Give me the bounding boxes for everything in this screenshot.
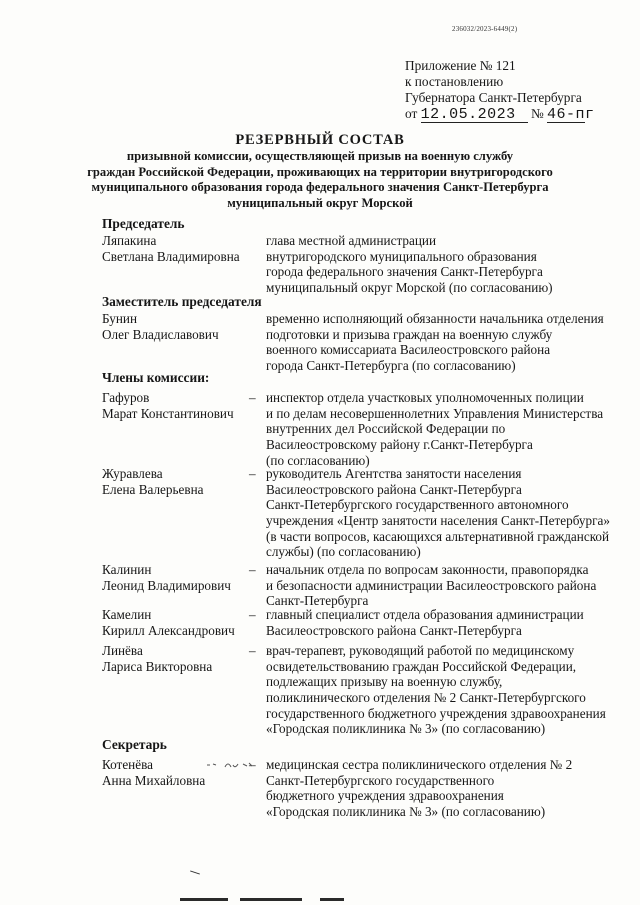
appendix-number: Приложение № 121 (405, 58, 516, 73)
dash-separator: – (249, 757, 256, 772)
scan-mark (190, 870, 200, 874)
dash-separator: – (249, 466, 256, 481)
heading-line: муниципального образования города федерального значения Санкт-Петербурга (91, 180, 549, 195)
document-id: 236032/2023-6449(2) (452, 25, 518, 33)
section-members: Члены комиссии: (102, 370, 210, 385)
member-role: медицинская сестра поликлинического отделения № 2 Санкт-Петербургского государственного бюджетного учреждения здравоохранения «Городская поликлиника № 3» (по согласованию) (266, 757, 573, 820)
dash-separator: – (249, 562, 256, 577)
appendix-block (405, 58, 625, 123)
decree-number: 46-пг (546, 106, 595, 123)
member-name: Линёва Лариса Викторовна (102, 643, 213, 674)
scan-edge-mark (240, 898, 302, 901)
section-deputy: Заместитель председателя (102, 294, 262, 309)
appendix-date-line (405, 106, 625, 123)
scan-edge-mark (180, 898, 228, 901)
heading-line: граждан Российской Федерации, проживающих на территории внутригородского (87, 164, 553, 179)
member-role: глава местной администрации внутригородского муниципального образования города федерального значения Санкт-Петербурга муниципальный округ Морской (по согласованию) (266, 233, 553, 296)
member-role: врач-терапевт, руководящий работой по медицинскому освидетельствованию граждан Российской Федерации, подлежащих призыву на военную службу, поликлинического отделения № 2 Санкт-Петербургского государственного бюджетного учреждения здравоохранения «Городская поликлиника № 3» (по согласованию) (266, 643, 606, 737)
dash-separator: – (249, 643, 256, 658)
member-name: Журавлева Елена Валерьевна (102, 466, 204, 497)
ink-mark-icon (205, 755, 265, 779)
date-prefix: от (405, 106, 418, 121)
member-role: инспектор отдела участковых уполномоченных полиции и по делам несовершеннолетних Управления Министерства внутренних дел Российской Федерации по Василеостровскому району г.Санкт-Петербурга (по согласованию) (266, 390, 604, 468)
member-name: Бунин Олег Владиславович (102, 311, 219, 342)
member-role: временно исполняющий обязанности начальника отделения подготовки и призыва граждан на военную службу военного комиссариата Василеостровского района города Санкт-Петербурга (по согласованию) (266, 311, 604, 374)
member-role: главный специалист отдела образования администрации Василеостровского района Санкт-Петербурга (266, 607, 584, 638)
decree-date: 12.05.2023 (420, 106, 516, 123)
heading-line: муниципальный округ Морской (227, 195, 413, 210)
member-role: руководитель Агентства занятости населения Василеостровского района Санкт-Петербурга Санкт-Петербургского государственного автономного учреждения «Центр занятости населения Санкт-Петербурга» (в части вопросов, касающихся альтернативной гражданской службы) (по согласованию) (266, 466, 610, 560)
dash-separator: – (249, 607, 256, 622)
member-name: Гафуров Марат Константинович (102, 390, 234, 421)
section-secretary: Секретарь (102, 737, 167, 752)
member-name: Камелин Кирилл Александрович (102, 607, 235, 638)
member-name: Ляпакина Светлана Владимировна (102, 233, 240, 264)
document-title: РЕЗЕРВНЫЙ СОСТАВ (235, 132, 405, 148)
dash-separator: – (249, 390, 256, 405)
scan-edge-mark (320, 898, 344, 901)
document-heading (0, 131, 640, 211)
appendix-issuer: Губернатора Санкт-Петербурга (405, 90, 582, 105)
member-role: начальник отдела по вопросам законности, правопорядка и безопасности администрации Василеостровского района Санкт-Петербурга (266, 562, 597, 609)
member-name: Котенёва Анна Михайловна (102, 757, 206, 788)
member-name: Калинин Леонид Владимирович (102, 562, 231, 593)
heading-line: призывной комиссии, осуществляющей призыв на военную службу (126, 149, 514, 163)
number-prefix: № (530, 106, 544, 121)
section-chair: Председатель (102, 216, 185, 231)
appendix-ref: к постановлению (405, 74, 504, 89)
